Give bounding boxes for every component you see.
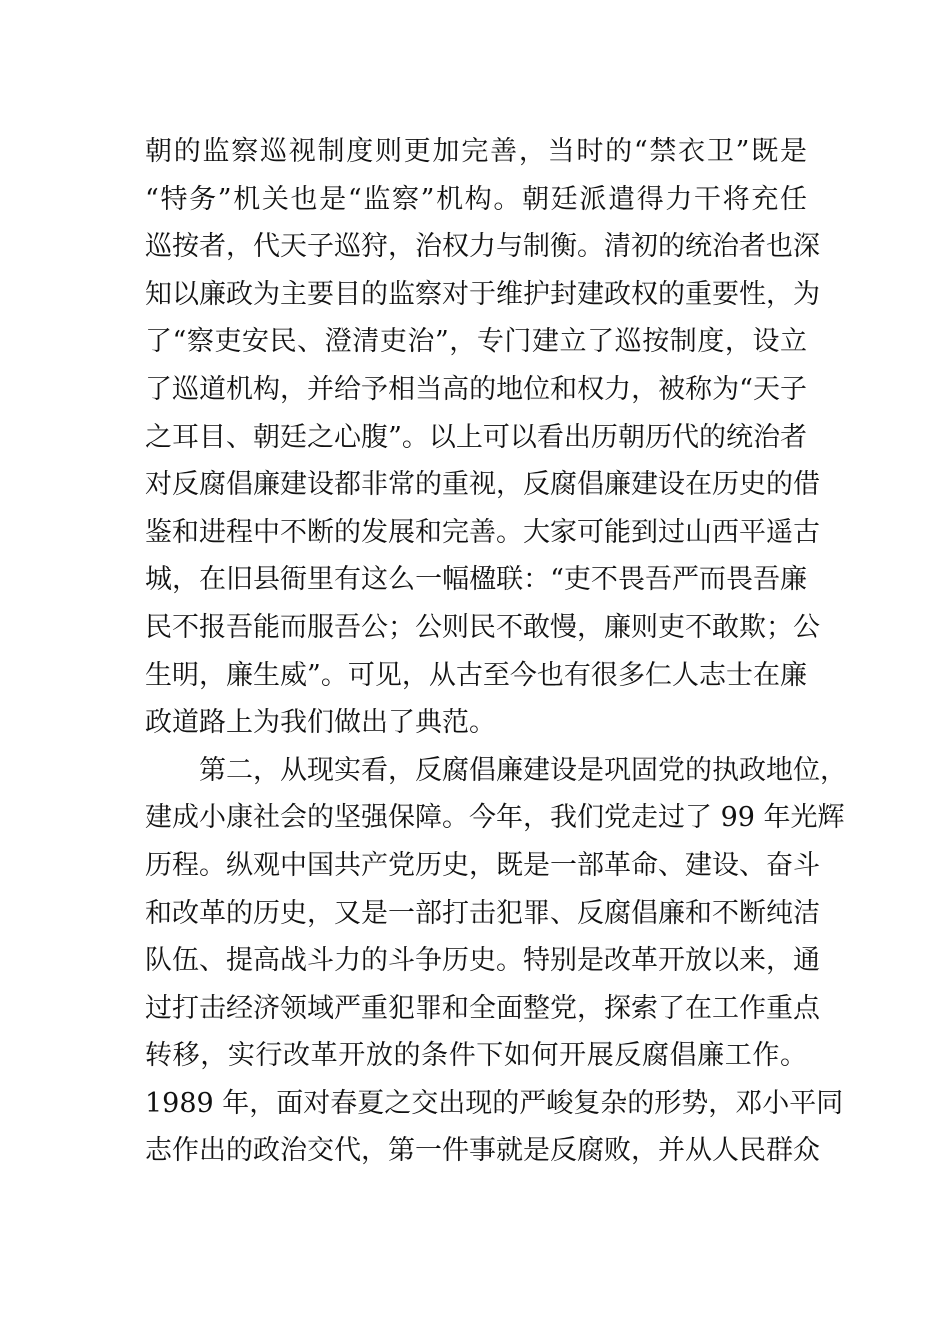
text-line: “特务”机关也是“监察”机构。朝廷派遣得力干将充任 bbox=[145, 183, 807, 215]
body-text bbox=[145, 128, 847, 1175]
text-line: 对反腐倡廉建设都非常的重视，反腐倡廉建设在历史的借 bbox=[145, 469, 820, 501]
text-line: 了“察吏安民、澄清吏治”，专门建立了巡按制度，设立 bbox=[145, 326, 807, 358]
text-line: 城，在旧县衙里有这么一幅楹联：“吏不畏吾严而畏吾廉 bbox=[145, 564, 807, 596]
text-line: 生明，廉生威”。可见，从古至今也有很多仁人志士在廉 bbox=[145, 659, 807, 691]
text-line: 队伍、提高战斗力的斗争历史。特别是改革开放以来，通 bbox=[145, 945, 820, 977]
text-line: 1989 年，面对春夏之交出现的严峻复杂的形势，邓小平同 bbox=[145, 1087, 844, 1119]
text-line: 朝的监察巡视制度则更加完善，当时的“禁衣卫”既是 bbox=[145, 136, 807, 167]
text-line: 知以廉政为主要目的监察对于维护封建政权的重要性，为 bbox=[145, 278, 820, 310]
text-line: 民不报吾能而服吾公；公则民不敢慢，廉则吏不敢欺；公 bbox=[145, 611, 820, 643]
text-line: 转移，实行改革开放的条件下如何开展反腐倡廉工作。 bbox=[145, 1040, 807, 1072]
text-line: 鉴和进程中不断的发展和完善。大家可能到过山西平遥古 bbox=[145, 516, 820, 548]
paragraph-end-line: 政道路上为我们做出了典范。 bbox=[145, 707, 496, 739]
text-line: 和改革的历史，又是一部打击犯罪、反腐倡廉和不断纯洁 bbox=[145, 897, 820, 929]
text-line: 之耳目、朝廷之心腹”。以上可以看出历朝历代的统治者 bbox=[145, 421, 807, 453]
text-line: 巡按者，代天子巡狩，治权力与制衡。清初的统治者也深 bbox=[145, 231, 820, 263]
text-line: 过打击经济领域严重犯罪和全面整党，探索了在工作重点 bbox=[145, 992, 820, 1024]
text-line: 志作出的政治交代，第一件事就是反腐败，并从人民群众 bbox=[145, 1135, 820, 1167]
text-line: 历程。纵观中国共产党历史，既是一部革命、建设、奋斗 bbox=[145, 849, 820, 881]
text-line: 建成小康社会的坚强保障。今年，我们党走过了 99 年光辉 bbox=[145, 802, 845, 834]
paragraph-start-line: 第二，从现实看，反腐倡廉建设是巩固党的执政地位， bbox=[199, 754, 847, 786]
text-line: 了巡道机构，并给予相当高的地位和权力，被称为“天子 bbox=[145, 373, 807, 405]
